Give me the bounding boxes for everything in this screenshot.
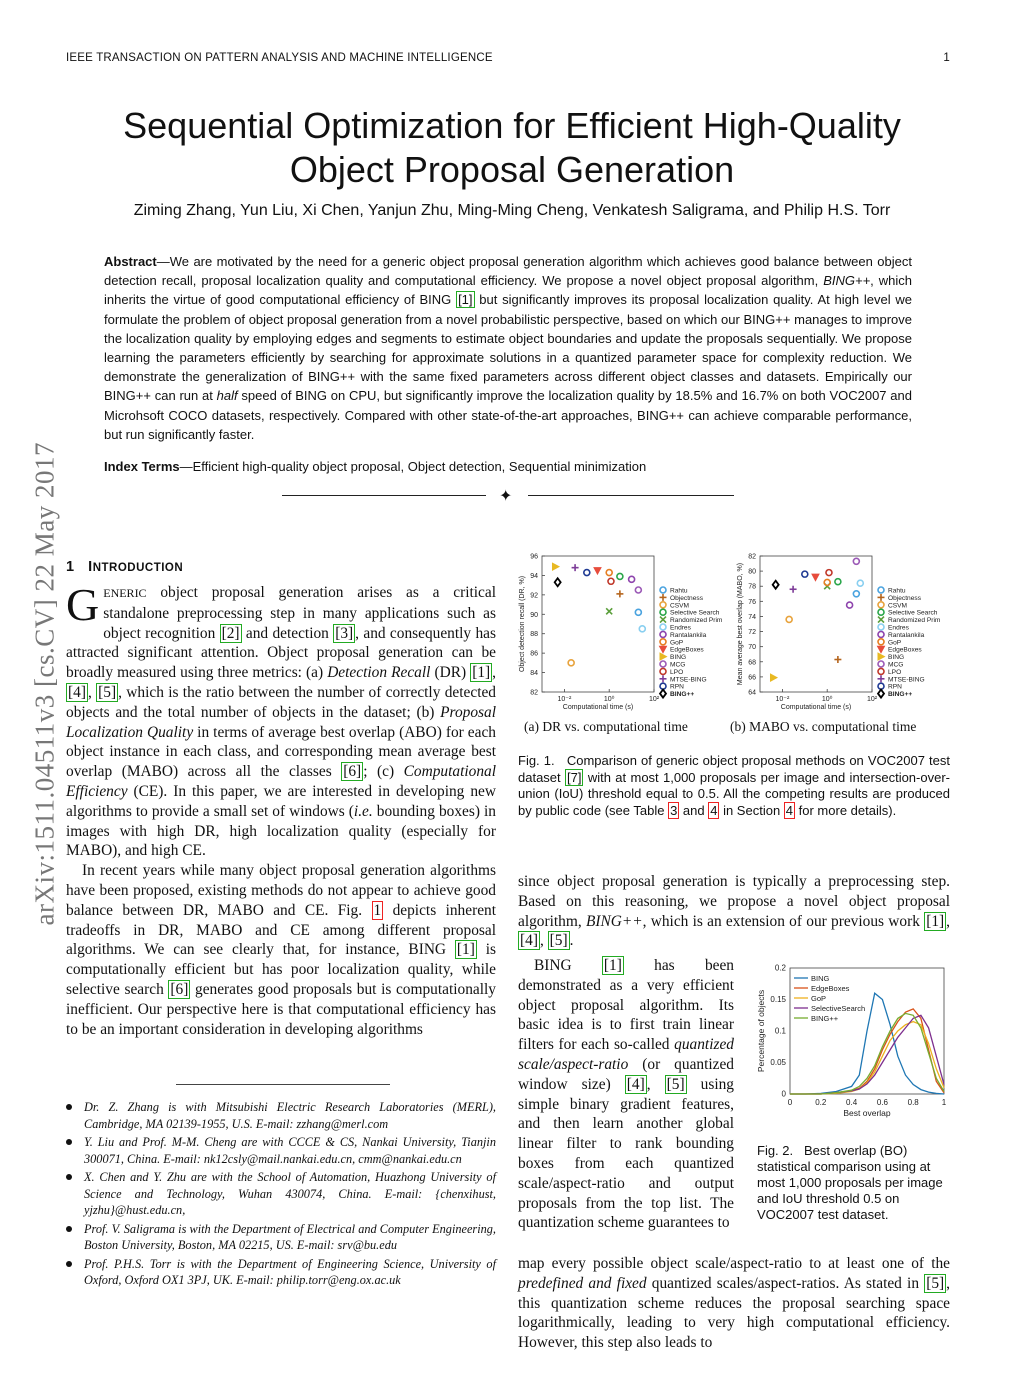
legend-label: LPO xyxy=(888,668,902,676)
citation-link[interactable]: [1] xyxy=(603,957,622,974)
y-tick-label: 80 xyxy=(748,568,756,576)
abstract: Abstract—We are motivated by the need for a generic object proposal generation algorithm which achieves good balance between object detection recall, proposal localization quality and computational efficiency. We propose a novel object proposal algorithm, BING++, which inherits the virtue of good computational efficiency of BING [1] but significantly improves its proposal localization quality. At high level we formulate the problem of object proposal generation from a novel probabilistic perspective, based on which our BING++ manages to improve the localization quality by employing edges and segments to estimate object boundaries and update the proposals sequentially. We propose learning the parameters efficiently by searching for approximate solutions in a quantized parameter space for complexity reduction. We demonstrate the generalization of BING++ with the same fixed parameters across different object classes and datasets. Empirically our BING++ can run at half speed of BING on CPU, but significantly improve the localization quality by 18.5% and 16.7% on both VOC2007 and Microhsoft COCO datasets, respectively. Compared with other state-of-the-art approaches, BING++ can achieve comparable performance, but run significantly faster. xyxy=(104,254,913,442)
legend-label: Rantalankila xyxy=(670,631,707,639)
legend-marker xyxy=(660,624,666,630)
legend-label: Rahtu xyxy=(888,587,906,595)
data-point xyxy=(635,609,641,615)
footnote-rule xyxy=(176,1084,390,1085)
legend-label: EdgeBoxes xyxy=(670,646,704,654)
y-tick-label: 96 xyxy=(530,553,538,561)
legend-label: Rantalankila xyxy=(888,631,925,639)
y-axis-label: Mean average best overlap (MABO, %) xyxy=(737,562,744,686)
legend-label: Endres xyxy=(670,624,691,632)
legend-label: Objectness xyxy=(888,594,921,602)
y-tick-label: 66 xyxy=(748,674,756,682)
legend-label: Objectness xyxy=(670,594,703,602)
legend-label: EdgeBoxes xyxy=(811,984,850,993)
y-tick-label: 82 xyxy=(530,689,538,697)
intro-left-column: GENERIC object proposal generation arises as a critical standalone preprocessing step in many applications such as object recognition [2] and detection [3] , and consequently has attracted significant attention. Object proposal generation can be broadly measured using three metrics: (a) Detection Recall (DR) [1] , [4] , [5] , which is the ratio between the number of correctly detected objects and the total number of objects in the dataset; (b) Proposal Localization Quality in terms of average best overlap (ABO) for each object instance in each class, and corresponding mean average best overlap (MABO) across all the classes [6] ; (c) Computational Efficiency (CE). In this paper, we are interested in developing new algorithms to provide a small set of windows (i.e. bounding boxes) in images with high DR, high localization quality (especially for MABO), and high CE. In recent years while many object proposal generation algorithms have been proposed, existing methods do not appear to achieve good balance between DR, MABO and CE. Fig. 1 depicts inherent tradeoffs in DR, MABO and CE among different proposal algorithms. We can see clearly that, for instance, BING [1] is computationally efficient but has poor localization quality, while selective search [6] generates good proposals but is computationally inefficient. Our perspective here is that computational efficiency has to be an important consideration in developing algorithms xyxy=(66,579,496,1038)
legend-label: BING++ xyxy=(670,691,695,699)
x-axis-label: Computational time (s) xyxy=(780,704,852,711)
running-header: IEEE TRANSACTION ON PATTERN ANALYSIS AND MACHINE INTELLIGENCE xyxy=(66,52,493,64)
legend-label: GoP xyxy=(888,639,902,647)
data-point xyxy=(835,579,841,585)
y-tick-label: 86 xyxy=(530,650,538,658)
mabo-vs-time-chart xyxy=(732,548,954,714)
legend-label: Selective Search xyxy=(888,609,938,617)
legend-marker xyxy=(660,675,667,682)
legend-marker xyxy=(660,661,666,667)
footnote-item: Y. Liu and Prof. M-M. Cheng are with CCCE & CS, Nankai University, Tianjin 300071, China. E-mail: nk12csly@mail.nankai.edu.cn, cmm@nankai.edu.cn xyxy=(66,1134,496,1167)
y-tick-label: 94 xyxy=(530,572,538,580)
legend-marker xyxy=(878,631,884,637)
legend-marker xyxy=(660,639,666,645)
legend-marker xyxy=(878,690,884,698)
data-point xyxy=(584,570,590,576)
legend-label: Randomized Prim xyxy=(670,617,723,625)
y-tick-label: 88 xyxy=(530,631,538,639)
legend-label: Selective Search xyxy=(670,609,720,617)
divider xyxy=(282,495,486,496)
footnote-item: Dr. Z. Zhang is with Mitsubishi Electric Research Laboratories (MERL), Cambridge, MA 02139-1955, U.S. E-mail: zzhang@merl.com xyxy=(66,1099,496,1132)
figure-1-caption: Fig. 1. Comparison of generic object proposal methods on VOC2007 test dataset [7] with at most 1,000 proposals per image and intersection-over-union (IoU) threshold equal to 0.5. All the competing results are produced by public code (see Table 3 and 4 in Section 4 for more details). xyxy=(518,753,951,818)
legend-label: RPN xyxy=(888,683,902,691)
divider-diamond-icon: ✦ xyxy=(499,488,513,505)
legend-marker xyxy=(878,624,884,630)
legend-marker xyxy=(878,594,885,601)
legend-label: GoP xyxy=(811,994,827,1003)
legend-marker xyxy=(660,690,666,698)
x-tick-label: 1 xyxy=(941,1098,947,1107)
x-tick-label: 0.8 xyxy=(907,1098,919,1107)
y-axis-label: Object detection recall (DR, %) xyxy=(519,575,526,673)
legend-marker xyxy=(660,631,666,637)
legend-label: RPN xyxy=(670,683,684,691)
drop-cap: G xyxy=(66,579,100,630)
data-point xyxy=(572,564,579,571)
footnote-item: Prof. P.H.S. Torr is with the Department of Engineering Science, University of Oxford, Oxford OX1 3PJ, UK. E-mail: philip.torr@eng.ox.ac.uk xyxy=(66,1256,496,1289)
legend-label: Rahtu xyxy=(670,587,688,595)
x-tick-label: 0.2 xyxy=(815,1098,827,1107)
citation-link[interactable]: [1] xyxy=(926,912,945,930)
citation-link[interactable]: [5] xyxy=(549,932,568,950)
legend-label: CSVM xyxy=(888,602,908,610)
legend-marker xyxy=(878,602,884,608)
footnote-item: Prof. V. Saligrama is with the Department of Electrical and Computer Engineering, Boston University, Boston, MA 02215, US. E-mail: srv@bu.edu xyxy=(66,1221,496,1254)
citation-link[interactable]: [6] xyxy=(343,763,362,781)
legend-marker xyxy=(878,609,884,615)
data-point xyxy=(594,568,601,575)
divider xyxy=(528,495,734,496)
data-point xyxy=(826,570,832,576)
legend-marker xyxy=(878,653,885,660)
legend-marker xyxy=(660,594,667,601)
legend-marker xyxy=(878,668,884,674)
x-tick-label: 10² xyxy=(866,696,878,703)
legend-marker xyxy=(660,609,666,615)
legend-label: BING xyxy=(811,974,830,983)
data-point xyxy=(812,574,819,581)
legend-marker xyxy=(660,646,667,653)
x-tick-label: 10⁰ xyxy=(603,696,615,703)
legend-label: EdgeBoxes xyxy=(888,646,922,654)
citation-link[interactable]: [3] xyxy=(335,624,354,642)
data-point xyxy=(847,602,853,608)
subfigure-a-caption: (a) DR vs. computational time xyxy=(524,719,688,734)
legend-label: MTSE-BING xyxy=(888,676,925,684)
legend-marker xyxy=(660,617,666,623)
data-point xyxy=(617,573,623,579)
section-heading: 1 INTRODUCTION xyxy=(66,559,184,575)
y-tick-label: 74 xyxy=(748,613,756,621)
legend-label: Endres xyxy=(888,624,909,632)
plot-frame xyxy=(542,556,654,692)
legend-marker xyxy=(660,602,666,608)
y-tick-label: 0.2 xyxy=(774,963,786,973)
x-tick-label: 10⁻² xyxy=(557,696,572,703)
citation-link[interactable]: [6] xyxy=(170,980,189,998)
data-point xyxy=(853,591,859,597)
data-point xyxy=(629,576,635,582)
data-point xyxy=(824,579,830,585)
data-point xyxy=(555,578,561,586)
legend-marker xyxy=(878,617,884,623)
section-link[interactable]: 4 xyxy=(785,802,794,818)
x-tick-label: 0 xyxy=(787,1098,793,1107)
y-tick-label: 78 xyxy=(748,583,756,591)
legend-marker xyxy=(878,587,884,593)
legend-label: CSVM xyxy=(670,602,690,610)
data-point xyxy=(606,608,612,614)
legend-label: BING xyxy=(670,654,687,662)
data-point xyxy=(834,656,841,663)
data-point xyxy=(616,590,623,597)
y-tick-label: 0.15 xyxy=(770,995,786,1004)
citation-link[interactable]: [4] xyxy=(68,683,86,701)
y-tick-label: 76 xyxy=(748,598,756,606)
figure-2-caption: Fig. 2. Best overlap (BO) statistical comparison using at most 1,000 proposals per image and IoU threshold 0.5 on VOC2007 test dataset. xyxy=(757,1143,943,1222)
legend-label: GoP xyxy=(670,639,684,647)
data-point xyxy=(635,587,641,593)
y-tick-label: 64 xyxy=(748,689,756,697)
citation-link[interactable]: [5] xyxy=(666,1075,685,1093)
legend-marker xyxy=(660,653,667,660)
legend-marker xyxy=(878,639,884,645)
x-tick-label: 0.6 xyxy=(876,1098,888,1107)
citation-link[interactable]: [7] xyxy=(567,769,582,785)
y-tick-label: 72 xyxy=(748,629,756,637)
data-point xyxy=(853,558,859,564)
y-tick-label: 90 xyxy=(530,611,538,619)
data-point xyxy=(770,674,777,681)
dr-vs-time-chart xyxy=(514,548,742,714)
y-tick-label: 92 xyxy=(530,592,538,600)
legend-label: Randomized Prim xyxy=(888,617,941,625)
data-point xyxy=(552,563,559,570)
intro-right-column-bottom: map every possible object scale/aspect-ratio to at least one of the predefined and fixed quantized scales/aspect-ratios. As stated in [5] , this quantization scheme reduces the proposal searching space logarithmically, leading to very high computational efficiency. However, this step also leads to xyxy=(518,1255,950,1352)
data-point xyxy=(786,616,792,622)
citation-link[interactable]: [5] xyxy=(926,1274,945,1292)
legend-label: BING++ xyxy=(811,1014,839,1023)
page-number: 1 xyxy=(943,52,950,64)
y-tick-label: 0.1 xyxy=(774,1026,786,1036)
author-footnotes xyxy=(66,1099,496,1291)
data-point xyxy=(857,580,863,586)
data-point xyxy=(790,586,797,593)
x-axis-label: Computational time (s) xyxy=(562,704,634,711)
y-tick-label: 82 xyxy=(748,553,756,561)
footnote-item: X. Chen and Y. Zhu are with the School of Automation, Huazhong University of Science and Technology, Wuhan 430074, China. E-mail: {chenxihust, yjzhu}@hust.edu.cn, xyxy=(66,1169,496,1219)
y-tick-label: 68 xyxy=(748,659,756,667)
data-point xyxy=(802,571,808,577)
x-axis-label: Best overlap xyxy=(843,1108,891,1118)
best-overlap-chart xyxy=(752,958,956,1126)
citation-link[interactable]: [1] xyxy=(456,941,475,959)
citation-link[interactable]: [2] xyxy=(221,624,240,642)
subfigure-b-caption: (b) MABO vs. computational time xyxy=(730,719,917,734)
legend-marker xyxy=(660,668,666,674)
paper-title: Sequential Optimization for Efficient High-Quality Object Proposal Generation xyxy=(123,105,901,190)
x-tick-label: 10⁰ xyxy=(821,696,833,703)
legend-marker xyxy=(878,675,885,682)
legend-label: BING++ xyxy=(888,691,913,699)
citation-link[interactable]: [4] xyxy=(626,1075,645,1093)
figure-link[interactable]: 1 xyxy=(373,901,382,919)
legend-label: BING xyxy=(888,654,905,662)
x-tick-label: 10⁻² xyxy=(775,696,790,703)
arxiv-stamp: arXiv:1511.04511v3 [cs.CV] 22 May 2017 xyxy=(29,442,60,926)
legend-marker xyxy=(660,587,666,593)
y-tick-label: 0 xyxy=(781,1089,786,1099)
table-link[interactable]: 3 xyxy=(670,802,678,818)
data-point xyxy=(606,570,612,576)
data-point xyxy=(568,660,574,666)
data-point xyxy=(608,578,614,584)
citation-link[interactable]: [1] xyxy=(472,664,491,682)
y-tick-label: 0.05 xyxy=(770,1058,786,1067)
legend-marker xyxy=(878,661,884,667)
legend-label: LPO xyxy=(670,668,684,676)
intro-right-column-narrow: BING [1] has been demonstrated as a very efficient object proposal algorithm. Its basic idea is to first train linear filters for each so-called quantized scale/aspect-ratio (or quantized window size) [4] , [5] using simple binary gradient features, and then learn another global linear filter to rank bounding boxes from each quantized scale/aspect-ratio and output proposals from the top list. The quantization scheme guarantees to xyxy=(518,957,734,1232)
citation-link[interactable]: [5] xyxy=(98,683,117,701)
y-axis-label: Percentage of objects xyxy=(756,989,766,1073)
citation-link[interactable]: [1] xyxy=(458,292,473,308)
legend-label: MCG xyxy=(670,661,686,669)
legend-marker xyxy=(878,646,885,653)
legend-label: MCG xyxy=(888,661,904,669)
legend-label: MTSE-BING xyxy=(670,676,707,684)
y-tick-label: 84 xyxy=(530,670,538,678)
data-point xyxy=(773,581,779,589)
x-tick-label: 0.4 xyxy=(846,1098,858,1107)
data-point xyxy=(639,626,645,632)
y-tick-label: 70 xyxy=(748,644,756,652)
citation-link[interactable]: [4] xyxy=(520,932,538,950)
authors: Ziming Zhang, Yun Liu, Xi Chen, Yanjun Zhu, Ming-Ming Cheng, Venkatesh Saligrama, and Philip H.S. Torr xyxy=(133,202,891,219)
intro-right-column-top: since object proposal generation is typically a preprocessing step. Based on this reasoning, we propose a novel object proposal algorithm, BING++, which is an extension of our previous work [1] , [4] , [5] . xyxy=(518,873,950,950)
index-terms: Index Terms—Efficient high-quality object proposal, Object detection, Sequential minimization xyxy=(104,459,647,474)
legend-label: SelectiveSearch xyxy=(811,1004,866,1013)
x-tick-label: 10² xyxy=(648,696,660,703)
table-link[interactable]: 4 xyxy=(710,802,718,818)
